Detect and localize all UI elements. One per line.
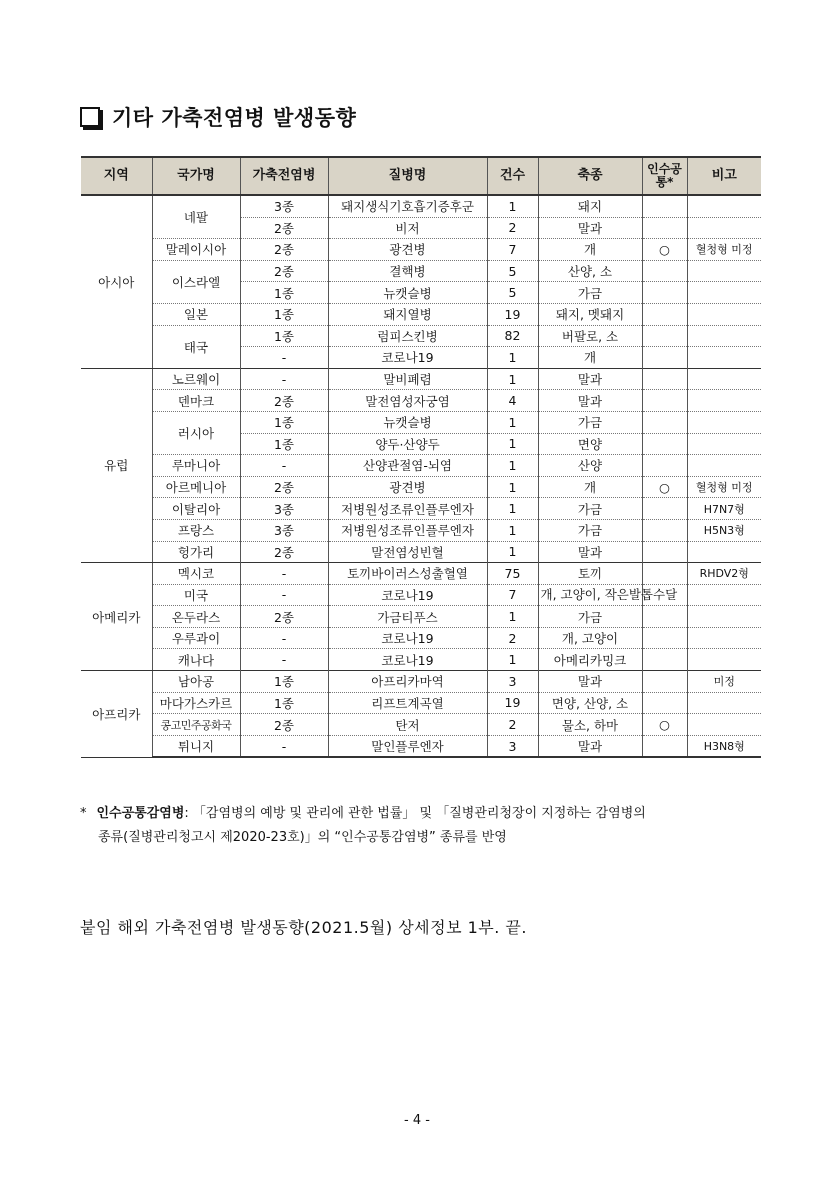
header-grade: 가축전염병 [240,157,328,195]
grade-cell: 2종 [240,217,328,239]
note-cell [687,541,761,563]
table-row [81,563,761,585]
species-cell: 토끼 [538,563,642,585]
species-cell: 돼지, 멧돼지 [538,303,642,325]
count-cell: 4 [487,390,538,412]
zoonotic-cell: ○ [642,714,687,736]
grade-cell: 2종 [240,239,328,261]
header-note: 비고 [687,157,761,195]
footnote-text-2: 종류(질병관리청고시 제2020-23호)」의 “인수공통감염병” 종류를 반영 [98,830,507,845]
species-cell: 가금 [538,282,642,304]
note-cell [687,692,761,714]
disease-cell: 럼피스킨병 [328,325,487,347]
zoonotic-cell [642,303,687,325]
region-cell: 유럽 [81,368,152,562]
disease-table [81,156,761,758]
footnote-term: 인수공통감염병 [96,806,185,821]
header-region: 지역 [81,157,152,195]
table-row [81,671,761,693]
country-cell: 헝가리 [152,541,240,563]
note-cell [687,411,761,433]
table-row [81,627,761,649]
note-cell: H3N8형 [687,735,761,757]
species-cell: 면양 [538,433,642,455]
count-cell: 5 [487,260,538,282]
zoonotic-cell [642,627,687,649]
table-row [81,195,761,217]
species-cell: 말과 [538,671,642,693]
note-cell [687,260,761,282]
header-species: 축종 [538,157,642,195]
country-cell: 프랑스 [152,519,240,541]
country-cell: 튀니지 [152,735,240,757]
species-cell: 말과 [538,368,642,390]
count-cell: 2 [487,627,538,649]
count-cell: 1 [487,476,538,498]
species-cell: 말과 [538,217,642,239]
table-row [81,519,761,541]
grade-cell: - [240,455,328,477]
table-row [81,606,761,628]
table-row [81,260,761,282]
region-cell: 아메리카 [81,563,152,671]
species-cell: 개 [538,347,642,369]
zoonotic-cell [642,217,687,239]
disease-cell: 리프트계곡열 [328,692,487,714]
country-cell: 일본 [152,303,240,325]
species-cell: 가금 [538,498,642,520]
disease-cell: 말인플루엔자 [328,735,487,757]
grade-cell: 1종 [240,282,328,304]
disease-cell: 토끼바이러스성출혈열 [328,563,487,585]
species-cell: 말과 [538,735,642,757]
grade-cell: - [240,584,328,606]
heading-text: 기타 가축전염병 발생동향 [112,106,357,130]
zoonotic-cell [642,433,687,455]
species-cell: 개, 고양이 [538,627,642,649]
species-cell: 면양, 산양, 소 [538,692,642,714]
footnote [80,802,760,850]
species-cell: 가금 [538,411,642,433]
species-cell: 물소, 하마 [538,714,642,736]
note-cell [687,390,761,412]
disease-cell: 광견병 [328,239,487,261]
zoonotic-cell [642,606,687,628]
zoonotic-cell [642,671,687,693]
disease-cell: 코로나19 [328,649,487,671]
zoonotic-cell [642,368,687,390]
footnote-text-1: : 「감염병의 예방 및 관리에 관한 법률」 및 「질병관리청장이 지정하는 감염병의 [184,806,646,821]
species-cell: 개 [538,476,642,498]
country-cell: 노르웨이 [152,368,240,390]
country-cell: 덴마크 [152,390,240,412]
grade-cell: 2종 [240,606,328,628]
table-header-row [81,157,761,195]
grade-cell: - [240,347,328,369]
country-cell: 미국 [152,584,240,606]
species-cell: 개 [538,239,642,261]
zoonotic-cell [642,390,687,412]
note-cell: 혈청형 미정 [687,239,761,261]
note-cell [687,584,761,606]
count-cell: 7 [487,584,538,606]
region-cell: 아시아 [81,195,152,368]
note-cell: H5N3형 [687,519,761,541]
note-cell [687,606,761,628]
zoonotic-cell [642,498,687,520]
disease-cell: 코로나19 [328,347,487,369]
footnote-line-1 [80,802,760,826]
note-cell: 혈청형 미정 [687,476,761,498]
country-cell: 온두라스 [152,606,240,628]
zoonotic-cell [642,411,687,433]
count-cell: 5 [487,282,538,304]
country-cell: 우루과이 [152,627,240,649]
grade-cell: 1종 [240,411,328,433]
grade-cell: 3종 [240,498,328,520]
grade-cell: - [240,649,328,671]
note-cell [687,217,761,239]
table-row [81,239,761,261]
count-cell: 1 [487,195,538,217]
grade-cell: - [240,368,328,390]
note-cell [687,325,761,347]
country-cell: 아르메니아 [152,476,240,498]
count-cell: 3 [487,671,538,693]
species-cell: 가금 [538,519,642,541]
grade-cell: 1종 [240,433,328,455]
note-cell [687,347,761,369]
count-cell: 1 [487,519,538,541]
header-disease: 질병명 [328,157,487,195]
species-cell: 산양, 소 [538,260,642,282]
grade-cell: 2종 [240,476,328,498]
table-row [81,714,761,736]
count-cell: 1 [487,455,538,477]
zoonotic-cell [642,519,687,541]
count-cell: 2 [487,714,538,736]
disease-cell: 가금티푸스 [328,606,487,628]
disease-cell: 말비폐렴 [328,368,487,390]
species-cell: 아메리카밍크 [538,649,642,671]
note-cell [687,649,761,671]
country-cell: 멕시코 [152,563,240,585]
count-cell: 7 [487,239,538,261]
zoonotic-cell [642,325,687,347]
zoonotic-cell: ○ [642,239,687,261]
country-cell: 루마니아 [152,455,240,477]
note-cell: RHDV2형 [687,563,761,585]
table-row [81,541,761,563]
disease-cell: 산양관절염-뇌염 [328,455,487,477]
zoonotic-cell: ○ [642,476,687,498]
country-cell: 말레이시아 [152,239,240,261]
country-cell: 이스라엘 [152,260,240,303]
grade-cell: 2종 [240,260,328,282]
note-cell [687,368,761,390]
grade-cell: 3종 [240,195,328,217]
footnote-star: * [80,806,87,821]
country-cell: 콩고민주공화국 [152,714,240,736]
disease-cell: 결핵병 [328,260,487,282]
count-cell: 1 [487,411,538,433]
header-zoonotic: 인수공통* [642,157,687,195]
count-cell: 1 [487,347,538,369]
disease-cell: 탄저 [328,714,487,736]
count-cell: 1 [487,368,538,390]
zoonotic-cell [642,541,687,563]
zoonotic-cell [642,282,687,304]
disease-cell: 아프리카마역 [328,671,487,693]
zoonotic-cell [642,260,687,282]
disease-cell: 코로나19 [328,584,487,606]
table-row [81,390,761,412]
attachment-line: 붙임 해외 가축전염병 발생동향(2021.5월) 상세정보 1부. 끝. [80,918,527,937]
zoonotic-cell [642,735,687,757]
grade-cell: 2종 [240,714,328,736]
table-row [81,735,761,757]
note-cell [687,714,761,736]
zoonotic-cell [642,455,687,477]
country-cell: 마다가스카르 [152,692,240,714]
table-row [81,476,761,498]
disease-cell: 코로나19 [328,627,487,649]
note-cell: H7N7형 [687,498,761,520]
grade-cell: 2종 [240,390,328,412]
table-row [81,303,761,325]
disease-cell: 광견병 [328,476,487,498]
disease-cell: 저병원성조류인플루엔자 [328,519,487,541]
country-cell: 네팔 [152,195,240,239]
header-count: 건수 [487,157,538,195]
count-cell: 2 [487,217,538,239]
grade-cell: - [240,563,328,585]
species-cell: 말과 [538,541,642,563]
species-cell: 가금 [538,606,642,628]
footnote-line-2 [80,826,760,850]
country-cell: 태국 [152,325,240,368]
species-cell: 산양 [538,455,642,477]
disease-cell: 뉴캣슬병 [328,282,487,304]
grade-cell: 2종 [240,541,328,563]
zoonotic-cell [642,649,687,671]
species-cell: 버팔로, 소 [538,325,642,347]
note-cell [687,455,761,477]
count-cell: 1 [487,606,538,628]
zoonotic-cell [642,347,687,369]
checkbox-icon [80,107,100,127]
table-row [81,498,761,520]
grade-cell: 1종 [240,671,328,693]
note-cell [687,195,761,217]
table-row [81,325,761,347]
country-cell: 남아공 [152,671,240,693]
country-cell: 러시아 [152,411,240,454]
count-cell: 75 [487,563,538,585]
table-row [81,411,761,433]
count-cell: 1 [487,433,538,455]
disease-cell: 뉴캣슬병 [328,411,487,433]
disease-cell: 돼지열병 [328,303,487,325]
count-cell: 1 [487,541,538,563]
table-row [81,455,761,477]
table-row [81,368,761,390]
zoonotic-cell [642,195,687,217]
table-row [81,692,761,714]
species-cell: 말과 [538,390,642,412]
count-cell: 3 [487,735,538,757]
grade-cell: 3종 [240,519,328,541]
species-cell: 개, 고양이, 작은발톱수달 [538,584,642,606]
note-cell [687,282,761,304]
disease-cell: 돼지생식기호흡기증후군 [328,195,487,217]
disease-cell: 말전염성자궁염 [328,390,487,412]
table-row [81,584,761,606]
note-cell [687,627,761,649]
zoonotic-cell [642,692,687,714]
disease-cell: 양두·산양두 [328,433,487,455]
grade-cell: 1종 [240,325,328,347]
count-cell: 19 [487,692,538,714]
grade-cell: 1종 [240,692,328,714]
country-cell: 이탈리아 [152,498,240,520]
grade-cell: - [240,627,328,649]
zoonotic-cell [642,563,687,585]
note-cell [687,303,761,325]
grade-cell: 1종 [240,303,328,325]
count-cell: 82 [487,325,538,347]
page-number: - 4 - [404,1113,430,1128]
country-cell: 캐나다 [152,649,240,671]
species-cell: 돼지 [538,195,642,217]
section-heading [80,102,356,132]
region-cell: 아프리카 [81,671,152,758]
disease-cell: 비저 [328,217,487,239]
count-cell: 19 [487,303,538,325]
disease-cell: 저병원성조류인플루엔자 [328,498,487,520]
count-cell: 1 [487,498,538,520]
note-cell: 미정 [687,671,761,693]
count-cell: 1 [487,649,538,671]
disease-cell: 말전염성빈혈 [328,541,487,563]
table-row [81,649,761,671]
grade-cell: - [240,735,328,757]
header-country: 국가명 [152,157,240,195]
note-cell [687,433,761,455]
